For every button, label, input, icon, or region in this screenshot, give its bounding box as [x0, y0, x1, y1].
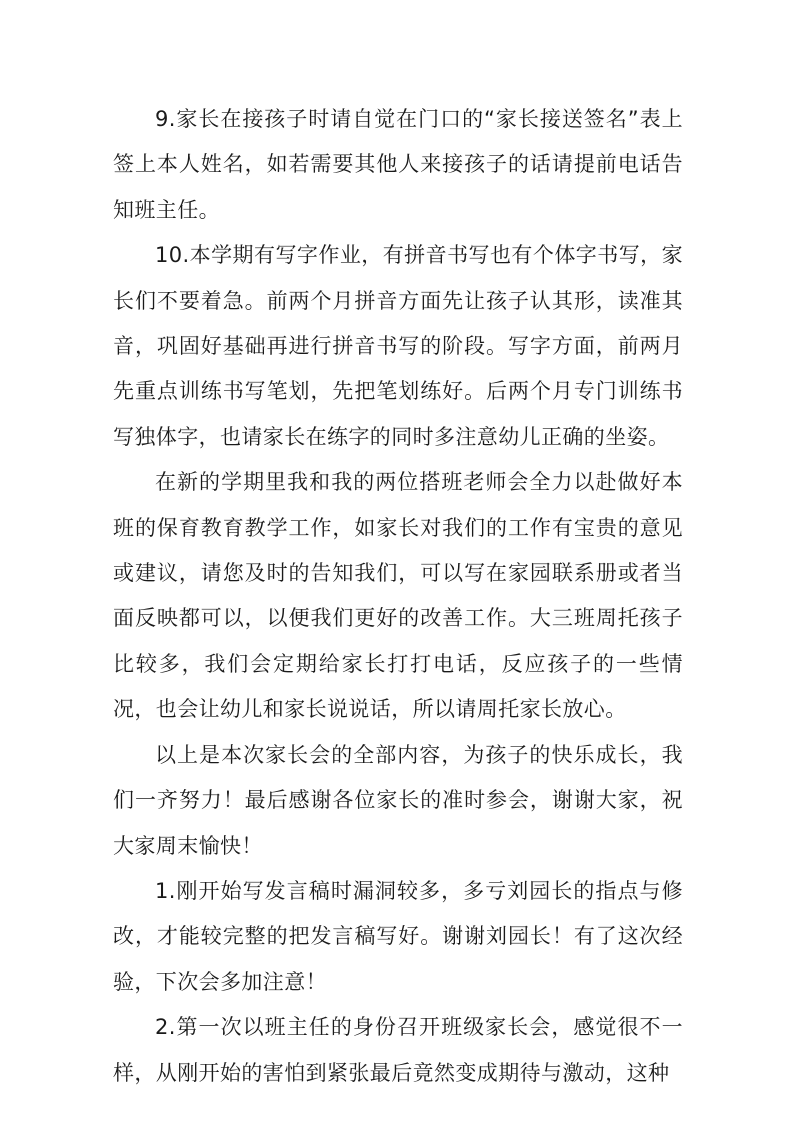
paragraph-item-9: 9.家长在接孩子时请自觉在门口的“家长接送签名”表上签上本人姓名，如若需要其他人来接孩子的话请提前电话告知班主任。 — [113, 107, 683, 222]
paragraph-new-semester: 在新的学期里我和我的两位搭班老师会全力以赴做好本班的保育教育教学工作，如家长对我们的工作有宝贵的意见或建议，请您及时的告知我们，可以写在家园联系册或者当面反映都可以，以便我们更好的改善工作。大三班周托孩子比较多，我们会定期给家长打打电话，反应孩子的一些情况，也会让幼儿和家长说说话，所以请周托家长放心。 — [113, 470, 683, 722]
document-body — [113, 97, 683, 1096]
paragraph-closing: 以上是本次家长会的全部内容，为孩子的快乐成长，我们一齐努力！最后感谢各位家长的准时参会，谢谢大家，祝大家周末愉快！ — [113, 742, 683, 858]
paragraph-reflection-1: 1.刚开始写发言稿时漏洞较多，多亏刘园长的指点与修改，才能较完整的把发言稿写好。谢谢刘园长！有了这次经验，下次会多加注意！ — [113, 878, 683, 994]
paragraph-item-10: 10.本学期有写字作业，有拼音书写也有个体字书写，家长们不要着急。前两个月拼音方面先让孩子认其形，读准其音，巩固好基础再进行拼音书写的阶段。写字方面，前两月先重点训练书写笔划，先把笔划练好。后两个月专门训练书写独体字，也请家长在练字的同时多注意幼儿正确的坐姿。 — [113, 243, 683, 449]
paragraph-reflection-2: 2.第一次以班主任的身份召开班级家长会，感觉很不一样，从刚开始的害怕到紧张最后竟然变成期待与激动，这种 — [113, 1015, 683, 1085]
